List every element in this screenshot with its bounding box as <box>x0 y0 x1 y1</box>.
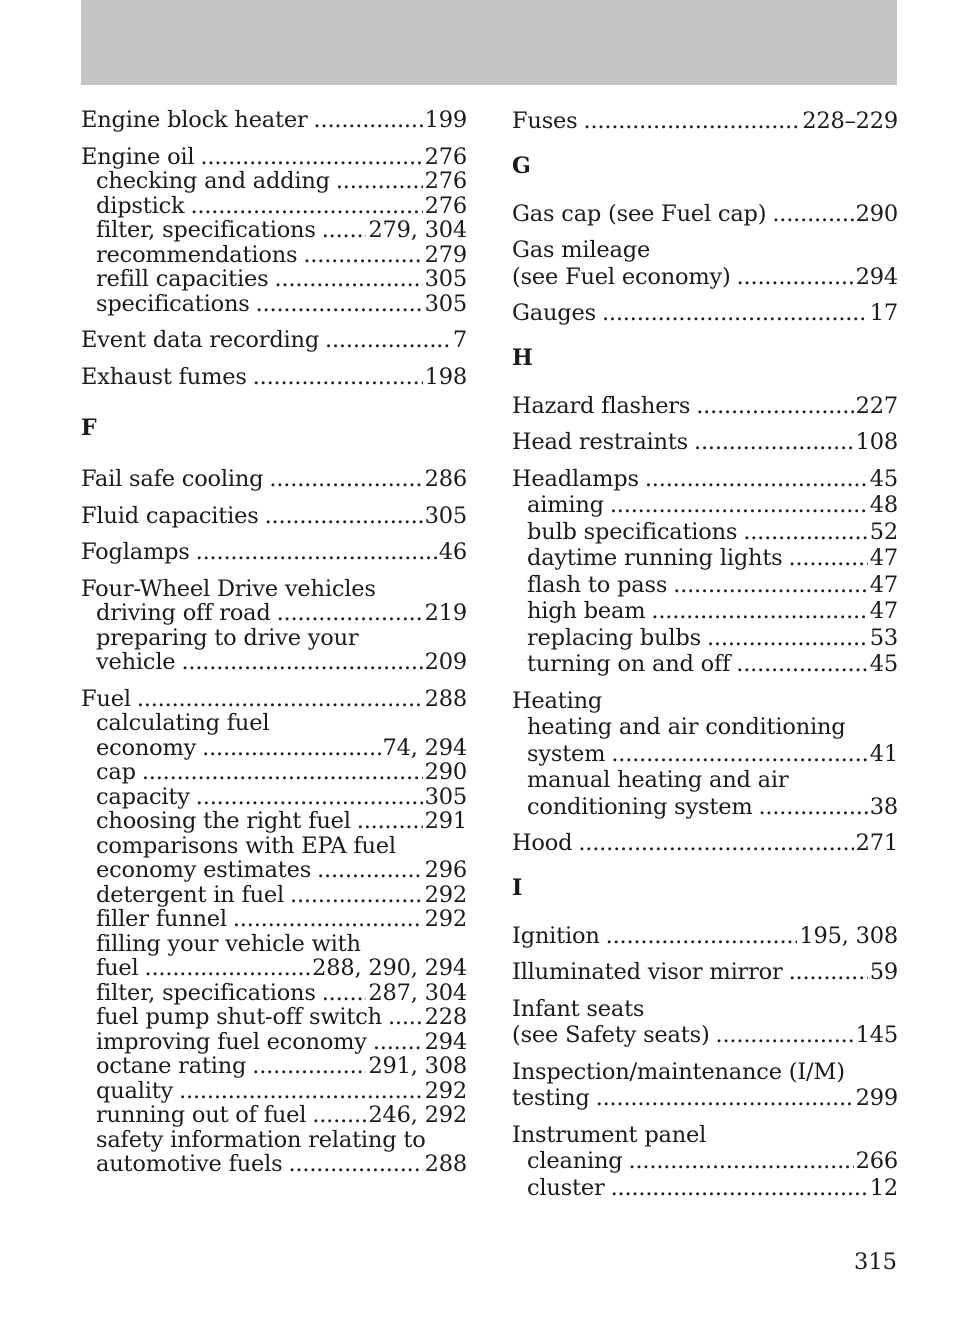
dot-leader <box>737 264 854 291</box>
index-subentry <box>81 932 467 957</box>
index-entry-line <box>512 923 898 950</box>
page-reference: 46 <box>438 539 467 565</box>
dot-leader <box>252 1054 366 1079</box>
page-reference: 7 <box>452 327 467 353</box>
dot-leader <box>596 1085 854 1112</box>
entry-text: Gas cap (see Fuel cap) <box>512 200 767 227</box>
index-entry-line <box>512 300 898 327</box>
index-subentry <box>81 711 467 736</box>
dot-leader <box>696 393 853 420</box>
index-entry <box>512 393 898 420</box>
index-subentry <box>512 545 898 572</box>
index-subentry <box>512 741 898 768</box>
index-entry <box>512 1059 898 1112</box>
dot-leader <box>716 1022 854 1049</box>
index-entry-line <box>81 540 467 565</box>
index-entry <box>512 923 898 950</box>
index-subentry <box>81 1079 467 1104</box>
entry-text: checking and adding <box>96 168 330 194</box>
dot-leader <box>288 1152 422 1177</box>
index-entry <box>512 1122 898 1202</box>
index-entry <box>81 328 467 353</box>
entry-text: octane rating <box>96 1053 247 1079</box>
section-heading: G <box>512 152 531 179</box>
page-reference: 305 <box>424 290 467 317</box>
index-entry-line <box>81 504 467 529</box>
index-subentry <box>81 858 467 883</box>
index-entry <box>81 108 467 133</box>
index-entry-line <box>512 264 898 291</box>
index-entry <box>512 201 898 228</box>
entry-text: refill capacities <box>96 266 269 292</box>
index-subentry <box>512 714 898 741</box>
page-reference: 52 <box>869 518 898 545</box>
index-subentry <box>81 760 467 785</box>
entry-text: bulb specifications <box>527 518 738 545</box>
dot-leader <box>196 540 437 565</box>
index-subentry <box>81 736 467 761</box>
dot-leader <box>290 883 423 908</box>
dot-leader <box>357 809 423 834</box>
entry-text: replacing bulbs <box>527 624 701 651</box>
entry-text: aiming <box>527 492 604 518</box>
entry-text: (see Safety seats) <box>512 1022 710 1048</box>
index-entry <box>512 237 898 290</box>
index-entry-line <box>81 108 467 133</box>
index-entry <box>81 577 467 675</box>
entry-text: Hazard flashers <box>512 392 691 419</box>
dot-leader <box>181 650 422 675</box>
page-reference: 209 <box>424 649 467 675</box>
page-reference: 305 <box>424 266 467 292</box>
entry-text: Gas mileage <box>512 237 651 263</box>
dot-leader <box>388 1005 423 1030</box>
entry-text: economy <box>96 734 197 761</box>
entry-text: daytime running lights <box>527 545 783 571</box>
entry-text: running out of fuel <box>96 1102 307 1128</box>
index-entry-line <box>512 959 898 986</box>
index-entry-line <box>512 688 898 715</box>
page-reference: 228–229 <box>802 108 898 134</box>
index-entry <box>512 466 898 678</box>
dot-leader <box>651 598 867 625</box>
dot-leader <box>277 601 423 626</box>
index-subentry <box>81 785 467 810</box>
dot-leader <box>584 108 801 135</box>
index-entry <box>512 688 898 821</box>
entry-text: Foglamps <box>81 539 190 565</box>
entry-text: economy estimates <box>96 857 312 883</box>
entry-text: filler funnel <box>96 906 227 932</box>
page-reference: 294 <box>424 1028 467 1055</box>
dot-leader <box>196 785 423 810</box>
section-heading: F <box>81 415 97 441</box>
dot-leader <box>707 625 868 652</box>
index-entry <box>81 687 467 1177</box>
entry-text: cap <box>96 759 136 785</box>
entry-text: cleaning <box>527 1148 623 1174</box>
index-subentry <box>81 907 467 932</box>
page-reference: 288, 290, 294 <box>312 955 467 981</box>
entry-text: cluster <box>527 1174 605 1201</box>
page-reference: 74, 294 <box>382 734 467 761</box>
index-entry-line <box>512 1059 898 1086</box>
index-entry-line <box>512 1122 898 1149</box>
page-reference: 47 <box>869 571 898 598</box>
index-subentry <box>81 1054 467 1079</box>
dot-leader <box>325 328 451 353</box>
page-reference: 38 <box>869 793 898 820</box>
index-entry <box>512 429 898 456</box>
entry-text: filter, specifications <box>96 217 316 243</box>
index-subentry <box>81 1128 467 1153</box>
index-subentry <box>81 1152 467 1177</box>
index-entry <box>512 996 898 1049</box>
index-subentry <box>81 169 467 194</box>
dot-leader <box>336 169 423 194</box>
entry-text: Instrument panel <box>512 1121 707 1148</box>
page-reference: 47 <box>869 545 898 571</box>
dot-leader <box>317 858 423 883</box>
page-reference: 287, 304 <box>368 979 467 1006</box>
index-entry-line <box>81 687 467 712</box>
entry-text: Infant seats <box>512 995 645 1022</box>
page-reference: 279, 304 <box>368 217 467 243</box>
index-subentry <box>512 519 898 546</box>
index-subentry <box>512 598 898 625</box>
index-subentry <box>81 956 467 981</box>
dot-leader <box>269 467 422 492</box>
index-entry-line <box>81 145 467 170</box>
entry-text: (see Fuel economy) <box>512 263 731 290</box>
entry-text: Four-Wheel Drive vehicles <box>81 575 376 602</box>
entry-text: Exhaust fumes <box>81 363 247 390</box>
dot-leader <box>758 794 867 821</box>
dot-leader <box>789 959 868 986</box>
index-subentry <box>81 650 467 675</box>
page-reference: 305 <box>424 783 467 810</box>
index-subentry <box>81 981 467 1006</box>
page-reference: 305 <box>424 502 467 529</box>
dot-leader <box>253 365 423 390</box>
page-reference: 271 <box>855 830 898 856</box>
section-heading: H <box>512 344 533 371</box>
entry-text: fuel pump shut-off switch <box>96 1004 382 1030</box>
dot-leader <box>145 956 311 981</box>
entry-text: Fuses <box>512 108 578 134</box>
dot-leader <box>736 651 867 678</box>
dot-leader <box>200 145 422 170</box>
page-reference: 294 <box>855 263 898 290</box>
dot-leader <box>611 741 867 768</box>
entry-text: detergent in fuel <box>96 881 285 908</box>
dot-leader <box>256 292 423 317</box>
index-entry-line <box>512 1085 898 1112</box>
index-subentry <box>512 1175 898 1202</box>
entry-text: driving off road <box>96 600 271 626</box>
dot-leader <box>265 504 423 529</box>
dot-leader <box>179 1079 423 1104</box>
index-entry <box>81 365 467 390</box>
index-entry-line <box>512 393 898 420</box>
section-heading: I <box>512 874 523 901</box>
dot-leader <box>602 300 868 327</box>
entry-text: conditioning system <box>527 793 753 820</box>
index-subentry <box>512 794 898 821</box>
entry-text: Engine block heater <box>81 107 308 133</box>
page-reference: 276 <box>424 192 467 219</box>
index-subentry <box>81 1030 467 1055</box>
entry-text: system <box>527 740 606 767</box>
index-entry <box>512 959 898 986</box>
page-reference: 276 <box>424 168 467 194</box>
index-entry <box>512 300 898 327</box>
dot-leader <box>233 907 423 932</box>
index-subentry <box>81 292 467 317</box>
entry-text: vehicle <box>96 649 176 675</box>
dot-leader <box>202 736 380 761</box>
entry-text: Fuel <box>81 685 131 712</box>
page-reference: 145 <box>855 1022 898 1048</box>
entry-text: automotive fuels <box>96 1151 283 1177</box>
index-subentry <box>512 492 898 519</box>
entry-text: Hood <box>512 830 573 856</box>
index-entry <box>81 467 467 492</box>
index-entry <box>81 540 467 565</box>
dot-leader <box>373 1030 423 1055</box>
header-bar <box>81 0 897 85</box>
entry-text: Heating <box>512 687 603 714</box>
index-entry-line <box>512 108 898 135</box>
entry-text: specifications <box>96 290 250 317</box>
entry-text: heating and air conditioning <box>527 714 846 740</box>
dot-leader <box>578 830 853 857</box>
page-reference: 198 <box>424 363 467 390</box>
page-reference: 12 <box>869 1174 898 1201</box>
entry-text: filter, specifications <box>96 979 316 1006</box>
index-column-right <box>512 108 898 1201</box>
entry-text: quality <box>96 1077 174 1104</box>
dot-leader <box>743 519 867 546</box>
page-reference: 290 <box>855 200 898 227</box>
entry-text: fuel <box>96 955 139 981</box>
dot-leader <box>322 218 367 243</box>
page-reference: 299 <box>855 1085 898 1111</box>
page-reference: 292 <box>424 881 467 908</box>
index-subentry <box>512 625 898 652</box>
dot-leader <box>629 1148 854 1175</box>
index-entry <box>512 108 898 135</box>
page-reference: 195, 308 <box>799 922 898 949</box>
entry-text: filling your vehicle with <box>96 930 361 957</box>
dot-leader <box>274 267 422 292</box>
index-subentry <box>81 834 467 859</box>
index-subentry <box>81 883 467 908</box>
entry-text: Ignition <box>512 922 600 949</box>
index-entry <box>512 830 898 857</box>
index-subentry <box>81 243 467 268</box>
index-subentry <box>512 651 898 678</box>
page-number: 315 <box>854 1249 897 1275</box>
dot-leader <box>314 108 423 133</box>
page-reference: 41 <box>869 740 898 767</box>
page-reference: 246, 292 <box>368 1102 467 1128</box>
page-reference: 266 <box>855 1148 898 1174</box>
page-reference: 48 <box>869 492 898 518</box>
entry-text: Event data recording <box>81 327 320 353</box>
index-subentry <box>81 601 467 626</box>
dot-leader <box>142 760 423 785</box>
entry-text: Inspection/maintenance (I/M) <box>512 1058 845 1085</box>
page-reference: 219 <box>424 600 467 626</box>
page-reference: 199 <box>424 107 467 133</box>
index-subentry <box>81 194 467 219</box>
index-subentry <box>81 218 467 243</box>
entry-text: calculating fuel <box>96 710 270 736</box>
page-reference: 292 <box>424 1077 467 1104</box>
dot-leader <box>645 466 868 493</box>
index-subentry <box>81 1005 467 1030</box>
entry-text: recommendations <box>96 241 298 268</box>
dot-leader <box>137 687 423 712</box>
page-reference: 228 <box>424 1004 467 1030</box>
page-reference: 45 <box>869 465 898 492</box>
index-subentry <box>81 1103 467 1128</box>
index-entry-line <box>512 1022 898 1049</box>
page-reference: 53 <box>869 624 898 651</box>
page-reference: 17 <box>869 300 898 326</box>
page-reference: 291, 308 <box>368 1053 467 1079</box>
page-reference: 45 <box>869 651 898 677</box>
entry-text: Illuminated visor mirror <box>512 959 783 985</box>
dot-leader <box>694 429 854 456</box>
page-reference: 108 <box>855 429 898 455</box>
dot-leader <box>789 545 868 572</box>
index-entry <box>81 145 467 317</box>
entry-text: high beam <box>527 598 646 624</box>
entry-text: Headlamps <box>512 465 639 492</box>
page-reference: 292 <box>424 906 467 932</box>
index-entry-line <box>81 467 467 492</box>
index-subentry <box>512 767 898 794</box>
page-reference: 227 <box>855 392 898 419</box>
page-reference: 59 <box>869 959 898 985</box>
page-reference: 288 <box>424 685 467 712</box>
index-subentry <box>81 809 467 834</box>
index-entry-line <box>512 466 898 493</box>
page-reference: 291 <box>424 808 467 834</box>
index-subentry <box>81 267 467 292</box>
dot-leader <box>611 1175 868 1202</box>
dot-leader <box>303 243 422 268</box>
entry-text: Engine oil <box>81 143 195 170</box>
index-subentry <box>512 1148 898 1175</box>
entry-text: flash to pass <box>527 571 668 598</box>
entry-text: Fluid capacities <box>81 502 259 529</box>
index-entry-line <box>81 328 467 353</box>
index-entry-line <box>512 237 898 264</box>
entry-text: testing <box>512 1085 590 1111</box>
index-entry <box>81 504 467 529</box>
dot-leader <box>673 572 868 599</box>
entry-text: manual heating and air <box>527 767 789 793</box>
page-reference: 296 <box>424 857 467 883</box>
page-reference: 47 <box>869 598 898 624</box>
entry-text: Head restraints <box>512 429 689 455</box>
page-reference: 288 <box>424 1151 467 1177</box>
entry-text: preparing to drive your <box>96 624 359 651</box>
index-entry-line <box>81 365 467 390</box>
page-reference: 290 <box>424 759 467 785</box>
entry-text: dipstick <box>96 192 185 219</box>
dot-leader <box>312 1103 366 1128</box>
index-entry-line <box>512 830 898 857</box>
index-entry-line <box>512 429 898 456</box>
dot-leader <box>610 492 868 519</box>
index-entry-line <box>512 201 898 228</box>
index-subentry <box>81 626 467 651</box>
entry-text: capacity <box>96 783 190 810</box>
index-entry-line <box>512 996 898 1023</box>
dot-leader <box>772 201 853 228</box>
entry-text: improving fuel economy <box>96 1028 367 1055</box>
dot-leader <box>322 981 367 1006</box>
entry-text: turning on and off <box>527 651 731 677</box>
index-entry-line <box>81 577 467 602</box>
index-column-left <box>81 108 467 1177</box>
dot-leader <box>190 194 422 219</box>
entry-text: Fail safe cooling <box>81 466 264 492</box>
entry-text: safety information relating to <box>96 1126 426 1153</box>
entry-text: Gauges <box>512 300 596 326</box>
dot-leader <box>606 923 798 950</box>
entry-text: choosing the right fuel <box>96 808 351 834</box>
page-reference: 286 <box>424 466 467 492</box>
page-reference: 279 <box>424 241 467 268</box>
page-reference: 276 <box>424 143 467 170</box>
entry-text: comparisons with EPA fuel <box>96 832 396 859</box>
index-subentry <box>512 572 898 599</box>
